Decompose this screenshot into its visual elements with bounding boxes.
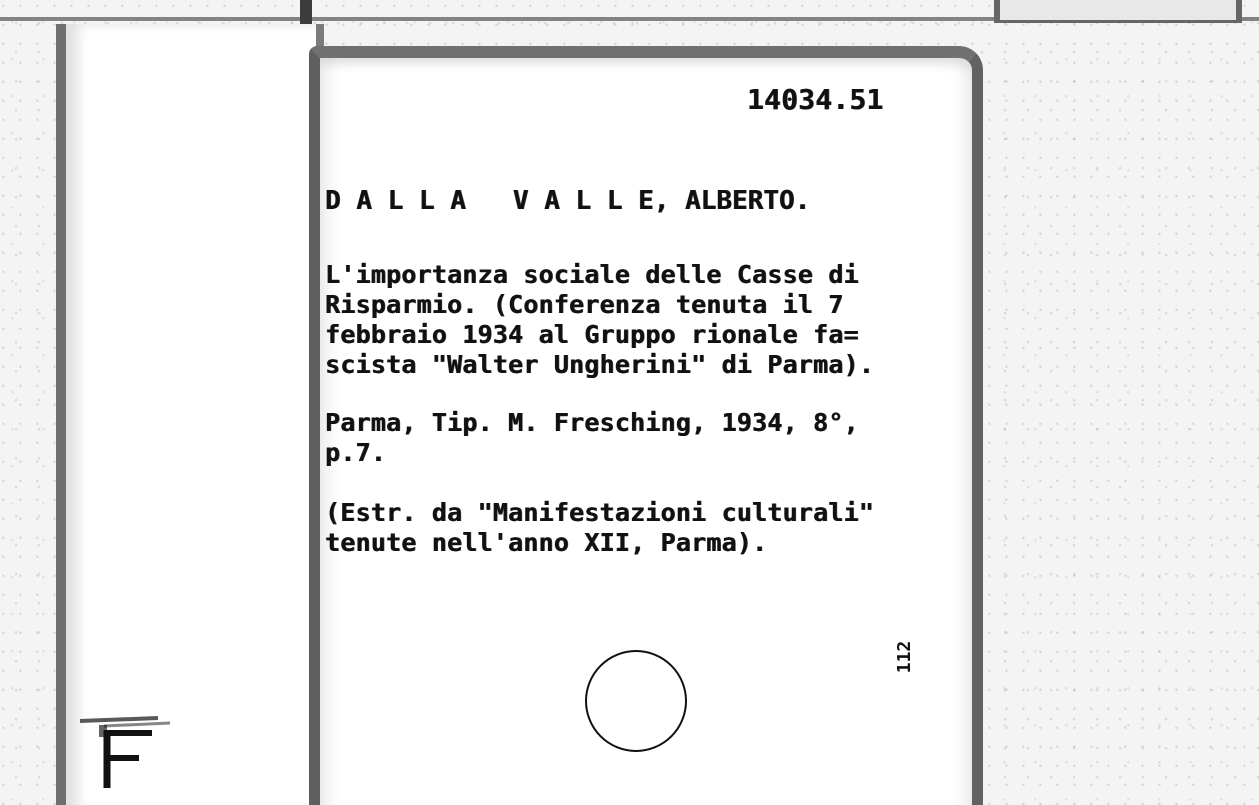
left-card-strip bbox=[56, 24, 324, 805]
rotated-number-mark bbox=[894, 628, 916, 686]
call-number: 14034.51 bbox=[747, 83, 884, 116]
title-line: scista "Walter Ungherini" di Parma). bbox=[325, 350, 875, 379]
top-right-frame-block bbox=[994, 0, 1242, 23]
title-line: febbraio 1934 al Gruppo rionale fa= bbox=[325, 320, 859, 349]
f-icon bbox=[72, 706, 170, 792]
title-line: L'importanza sociale delle Casse di bbox=[325, 260, 859, 289]
circle-icon bbox=[585, 650, 687, 752]
note-line: (Estr. da "Manifestazioni culturali" bbox=[325, 498, 875, 527]
marginal-mark-text: 112 bbox=[894, 640, 915, 674]
publication-line: Parma, Tip. M. Fresching, 1934, 8°, bbox=[325, 408, 859, 437]
title-line: Risparmio. (Conferenza tenuta il 7 bbox=[325, 290, 844, 319]
publication-line: p.7. bbox=[325, 438, 387, 467]
note-line: tenute nell'anno XII, Parma). bbox=[325, 528, 768, 557]
author-heading: D A L L A V A L L E, ALBERTO. bbox=[325, 186, 811, 216]
